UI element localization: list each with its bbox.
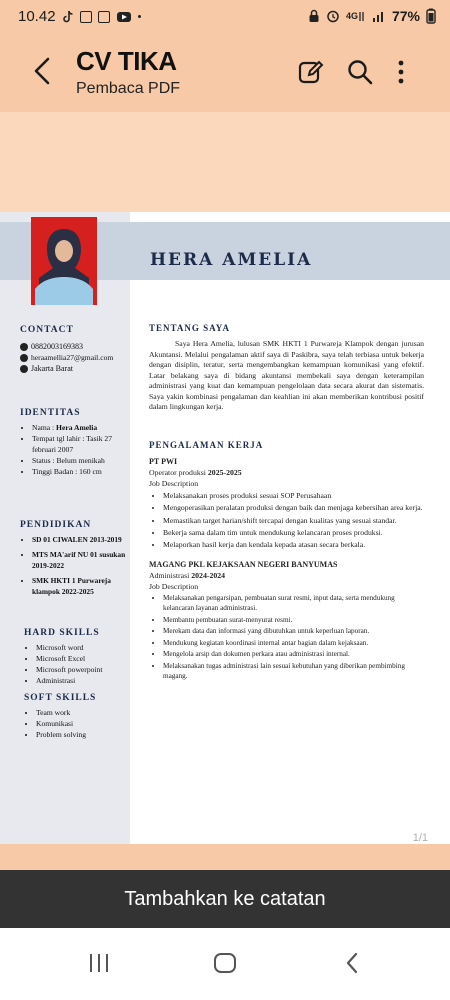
list-item: • Mendukung kegiatan koordinasi internal antar bagian dalam kejaksaan. [163,639,424,649]
mail-icon [20,354,28,362]
cell-signal-icon [372,9,386,23]
list-item: • Memastikan target harian/shift tercapai dengan kualitas yang sesuai standar. [163,516,424,526]
add-to-notes-button[interactable] [0,870,450,928]
page-indicator: 1/1 [412,832,428,844]
svg-text:4G: 4G [345,11,358,21]
4g-signal-icon [346,9,366,23]
list-item: • Melaksanakan tugas administrasi lain sesuai kebutuhan yang diberikan pembimbing magang. [163,662,424,681]
app-bar [0,36,450,112]
identitas-list [20,422,128,477]
cv-name: HERA AMELIA [150,250,313,270]
pendidikan-section [20,520,128,597]
job1-company: PT PWI [149,457,178,466]
battery-icon [426,8,436,24]
profile-photo [31,217,97,305]
document-title: CV TIKA [76,46,177,76]
media-icon [116,10,132,24]
soft-skills-section [24,693,132,740]
list-item: • Nama : Hera Amelia [32,422,128,433]
list-item: • Administrasi [36,675,132,686]
job1-list [149,491,424,550]
search-icon[interactable] [346,58,374,86]
list-item: • MTS MA'arif NU 01 susukan 2019-2022 [32,549,128,571]
vpn-lock-icon [308,9,320,23]
list-item: • Komunikasi [36,718,132,729]
phone-text: 0882003169383 [31,342,83,351]
pdf-page[interactable] [0,212,450,844]
list-item: • Microsoft Excel [36,653,132,664]
list-item: • Bekerja sama dalam tim untuk mendukung kelancaran proses produksi. [163,528,424,538]
pendidikan-heading: PENDIDIKAN [20,520,92,530]
phone-icon [20,343,28,351]
back-arrow-icon[interactable] [30,56,52,92]
list-item: • SD 01 CIWALEN 2013-2019 [32,534,128,545]
job2-role: Administrasi 2024-2024 [149,571,226,581]
job2-desc-label: Job Description [149,582,199,592]
job2-company: MAGANG PKL KEJAKSAAN NEGERI BANYUMAS [149,560,338,570]
recents-icon[interactable] [88,952,110,979]
status-time: 10.42 [18,8,56,25]
system-nav-bar [0,928,450,1000]
contact-heading: CONTACT [20,325,74,335]
calendar-icon [98,11,110,23]
document-top-margin [0,112,450,212]
home-icon[interactable] [213,952,237,979]
alarm-icon [326,9,340,23]
list-item: • Problem solving [36,729,132,740]
app-subtitle: Pembaca PDF [76,80,181,97]
list-item: • Mengelola arsip dan dokumen perkara atau administrasi internal. [163,650,424,660]
battery-percent: 77% [391,8,420,24]
hard-skills-list [24,642,132,686]
notification-dot-icon [138,15,141,18]
add-to-notes-label: Tambahkan ke catatan [124,887,326,910]
list-item: • SMK HKTI 1 Purwareja klampok 2022-2025 [32,575,128,597]
tentang-heading: TENTANG SAYA [149,323,230,333]
list-item: • Tempat tgl lahir : Tasik 27 februari 2007 [32,433,128,455]
status-bar [0,0,450,34]
contact-phone [20,341,132,352]
list-item: • Microsoft word [36,642,132,653]
location-text: Jakarta Barat [31,364,73,373]
list-item: • Merekam data dan informasi yang dibutuhkan untuk keperluan laporan. [163,627,424,637]
identitas-heading: IDENTITAS [20,408,81,418]
tentang-section [149,323,424,413]
pendidikan-list [20,534,128,597]
contact-section [20,325,132,374]
email-text: heraamellia27@gmail.com [31,353,114,362]
list-item: • Membantu pembuatan surat-menyurat resmi. [163,616,424,626]
list-item: • Microsoft powerpoint [36,664,132,675]
identitas-section [20,408,128,477]
list-item: • Melaporkan hasil kerja dan kendala kepada atasan secara berkala. [163,540,424,550]
edit-icon[interactable] [297,58,325,86]
list-item: • Melaksanakan pengarsipan, pembuatan surat resmi, input data, serta mendukung kelancaran layanan administrasi. [163,594,424,613]
hard-skills-section [24,628,132,686]
contact-email [20,352,132,363]
soft-skills-list [24,707,132,740]
more-vert-icon[interactable] [391,58,411,86]
job1-desc-label: Job Description [149,479,199,488]
soft-skills-heading: SOFT SKILLS [24,693,97,703]
notes-icon [80,11,92,23]
hard-skills-heading: HARD SKILLS [24,628,100,638]
pengalaman-heading: PENGALAMAN KERJA [149,440,264,450]
pengalaman-section [149,440,424,683]
list-item: • Status : Belum menikah [32,455,128,466]
back-icon[interactable] [344,952,360,979]
tentang-text: Saya Hera Amelia, lulusan SMK HKTI 1 Purwareja Klampok dengan jurusan Akuntansi. Melalui pengalaman aktif saya di Paskibra, saya telah terbiasa untuk bekerja dengan disiplin, teratur, serta mengembangkan kemampuan komunikasi yang efektif. Latar belakang saya di bidang akuntansi membekali saya dengan keterampilan administrasi yang kuat dan kemampuan pengelolaan data secara akurat dan sistematis. Saya yakin kombinasi pengalaman dan keahlian ini akan memberikan kontribusi positif dalam lingkungan kerja. [149,339,424,411]
contact-location [20,363,132,374]
location-icon [20,365,28,373]
job1-role: Operator produksi 2025-2025 [149,468,242,477]
job2-list [149,594,424,681]
list-item: • Mengoperasikan peralatan produksi dengan baik dan menjaga kebersihan area kerja. [163,503,424,513]
list-item: • Melaksanakan proses produksi sesuai SOP Perusahaan [163,491,424,501]
tiktok-icon [62,10,74,24]
list-item: • Team work [36,707,132,718]
list-item: • Tinggi Badan : 160 cm [32,466,128,477]
